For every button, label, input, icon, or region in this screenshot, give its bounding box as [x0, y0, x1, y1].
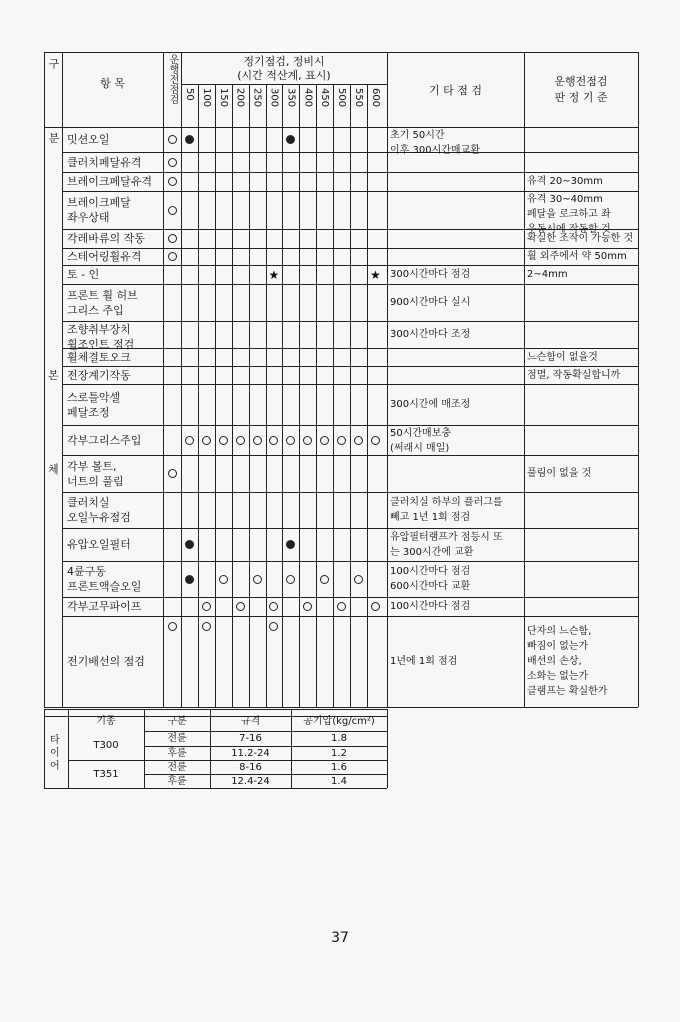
mark-open-150: [219, 436, 228, 445]
table-border-top: [44, 52, 638, 53]
mark-open-pre: [168, 622, 177, 631]
row-criteria: 클램프는 확실한가: [527, 686, 608, 697]
tire-spec: 8-16: [239, 761, 262, 773]
header-hour-200: 200: [234, 88, 246, 108]
mark-open-600: [371, 602, 380, 611]
periodic-header-line: [181, 84, 387, 85]
hour-column-line: [232, 84, 233, 707]
hour-column-line: [249, 84, 250, 707]
mark-filled-50: [185, 575, 194, 584]
table-row-line: [62, 455, 638, 456]
table-row-line: [62, 561, 638, 562]
mark-open-200: [236, 602, 245, 611]
mark-open-450: [320, 575, 329, 584]
row-other-note: 유압필터램프가 점등시 또: [390, 531, 503, 543]
table-border-vertical: [44, 52, 45, 707]
row-item-label: 전기배선의 점검: [67, 655, 145, 668]
mark-open-50: [185, 436, 194, 445]
tire-label: 이: [50, 748, 60, 759]
table-row-line: [44, 127, 638, 128]
tire-position: 후륜: [167, 747, 187, 759]
tire-top: [44, 709, 387, 710]
mark-open-300: [269, 602, 278, 611]
row-criteria: 휠 외주에서 약 50mm: [527, 251, 627, 262]
row-item-label: 4륜구동: [67, 565, 106, 578]
tire-header: 공기압(kg/cm²): [303, 716, 375, 727]
table-row-line: [62, 616, 638, 617]
header-division: 구 분: [47, 58, 60, 174]
table-row-line: [62, 321, 638, 322]
mark-open-250: [253, 575, 262, 584]
tire-position: 후륜: [167, 775, 187, 787]
mark-star-300: ★: [268, 267, 280, 282]
row-other-note: 900시간마다 실시: [390, 297, 471, 308]
mark-filled-350: [286, 540, 295, 549]
row-criteria: 페달을 로크하고 좌: [527, 209, 611, 220]
row-item-label: 프론트액슬오일: [67, 580, 142, 593]
header-hour-100: 100: [200, 88, 212, 108]
row-criteria: 확실한 조작이 가능한 것: [527, 233, 634, 244]
row-other-note: 300시간에 매조정: [390, 399, 471, 410]
tire-position: 전륜: [167, 732, 187, 744]
header-hour-500: 500: [336, 88, 348, 108]
mark-open-550: [354, 436, 363, 445]
tire-spec: 11.2-24: [231, 747, 270, 759]
row-other-note: 100시간마다 점검: [390, 601, 471, 612]
mark-open-pre: [168, 252, 177, 261]
mark-filled-50: [185, 135, 194, 144]
row-item-label: 각부고무파이프: [67, 600, 142, 613]
mark-open-350: [286, 575, 295, 584]
row-other-note: 빼고 1년 1회 점검: [390, 512, 471, 523]
header-periodic-line1: 정기점검, 정비시: [243, 55, 325, 68]
row-item-label: 페달조정: [67, 405, 110, 419]
row-other-note: 클러치실 하부의 플러그를: [390, 497, 503, 508]
row-criteria: 느슨함이 없을것: [527, 351, 598, 363]
row-item-label: 조향취부장치: [67, 323, 131, 336]
row-item-label: 클러치페달유격: [67, 155, 142, 169]
division-body-2: 체: [48, 463, 59, 476]
row-other-note: 50시간매보충: [390, 428, 452, 439]
row-criteria: 우동시에 작동할 것: [527, 224, 611, 235]
tire-pressure: 1.6: [331, 761, 347, 773]
header-periodic-line2: (시간 적산계, 표시): [237, 69, 331, 82]
row-item-label: 토 - 인: [67, 268, 100, 281]
tire-header: 기종: [96, 716, 116, 727]
mark-open-450: [320, 436, 329, 445]
mark-open-pre: [168, 469, 177, 478]
mark-open-600: [371, 436, 380, 445]
mark-open-500: [337, 602, 346, 611]
tire-left-border: [44, 709, 45, 788]
mark-open-400: [303, 602, 312, 611]
row-other-note: 600시간마다 교환: [390, 581, 471, 592]
row-criteria: 단자의 느슨함,: [527, 626, 592, 637]
mark-open-300: [269, 436, 278, 445]
mark-open-200: [236, 436, 245, 445]
hour-column-line: [350, 84, 351, 707]
table-row-line: [62, 265, 638, 266]
mark-open-pre: [168, 234, 177, 243]
table-row-line: [62, 597, 638, 598]
table-row-line: [62, 172, 638, 173]
table-row-line: [62, 284, 638, 285]
row-other-note: 는 300시간에 교환: [390, 546, 474, 558]
tire-pressure: 1.2: [331, 747, 347, 759]
mark-open-pre: [168, 177, 177, 186]
row-item-label: 스테어링휠유격: [67, 250, 142, 263]
tire-pressure: 1.8: [331, 732, 347, 744]
row-item-label: 브레이크페달: [67, 196, 131, 209]
hour-column-line: [299, 84, 300, 707]
table-row-line: [62, 528, 638, 529]
hour-column-line: [198, 84, 199, 707]
tire-spec: 12.4-24: [231, 775, 270, 787]
header-hour-400: 400: [302, 88, 314, 108]
tire-spec: 7-16: [239, 732, 262, 744]
row-item-label: 밋션오일: [67, 133, 110, 146]
tire-header: 구분: [167, 716, 187, 727]
header-pre-op: 운행전점검: [167, 54, 178, 104]
tire-col-line: [387, 709, 388, 788]
hour-column-line: [333, 84, 334, 707]
header-hour-600: 600: [369, 88, 381, 108]
row-item-label: 너트의 풀림: [67, 474, 124, 488]
table-row-line: [62, 152, 638, 153]
header-other: 기 타 점 검: [429, 84, 482, 97]
row-criteria: 풀림이 없을 것: [527, 468, 592, 479]
table-border-vertical: [638, 52, 639, 707]
header-hour-150: 150: [217, 88, 229, 108]
mark-open-500: [337, 436, 346, 445]
header-hour-550: 550: [353, 88, 364, 108]
row-item-label: 스로틀악셀: [67, 390, 121, 404]
row-item-label: 휠체결토오크: [67, 350, 131, 364]
row-other-note: 이후 300시간매교환: [390, 145, 480, 156]
table-border-vertical: [163, 52, 164, 707]
mark-open-pre: [168, 206, 177, 215]
header-hour-450: 450: [319, 88, 331, 108]
tire-model: T300: [93, 739, 119, 751]
hour-column-line: [282, 84, 283, 707]
tire-header: 규격: [240, 716, 261, 727]
table-row-line: [62, 492, 638, 493]
header-criteria-line1: 운행전점검: [554, 75, 608, 88]
header-hour-250: 250: [251, 88, 263, 108]
row-item-label: 좌우상태: [67, 211, 110, 224]
row-criteria: 점멸, 작동확실합니까: [527, 369, 621, 381]
table-row-line: [62, 425, 638, 426]
table-border-vertical: [62, 52, 63, 707]
header-hour-300: 300: [268, 88, 280, 108]
mark-open-pre: [168, 135, 177, 144]
table-border-vertical: [524, 52, 525, 707]
tire-label: 어: [50, 761, 60, 772]
row-criteria: 배선의 손상,: [527, 656, 582, 667]
table-border-vertical: [181, 52, 182, 707]
row-item-label: 휠조인트 점검: [67, 338, 135, 351]
mark-open-300: [269, 622, 278, 631]
hour-column-line: [316, 84, 317, 707]
header-item: 항 목: [100, 77, 125, 90]
row-item-label: 오일누유점검: [67, 511, 131, 524]
row-item-label: 그리스 주입: [67, 303, 124, 317]
table-row-line: [44, 707, 638, 708]
mark-open-250: [253, 436, 262, 445]
division-body-1: 본: [48, 369, 59, 382]
hour-column-line: [215, 84, 216, 707]
hour-column-line: [266, 84, 267, 707]
page-number: 37: [331, 930, 349, 946]
row-item-label: 프론트 휠 허브: [67, 288, 138, 302]
row-item-label: 클러치실: [67, 496, 110, 509]
row-item-label: 전장계기작동: [67, 368, 131, 382]
mark-open-100: [202, 622, 211, 631]
row-criteria: 유격 20~30mm: [527, 176, 603, 187]
row-criteria: 소화는 없는가: [527, 671, 589, 682]
mark-filled-350: [286, 135, 295, 144]
mark-open-350: [286, 436, 295, 445]
mark-open-150: [219, 575, 228, 584]
row-other-note: 300시간마다 조정: [390, 329, 471, 340]
mark-open-100: [202, 436, 211, 445]
row-other-note: 초기 50시간: [390, 130, 445, 141]
row-other-note: 100시간마다 점검: [390, 566, 471, 577]
row-criteria: 빠짐이 없는가: [527, 641, 589, 652]
mark-filled-50: [185, 540, 194, 549]
table-border-vertical: [387, 52, 388, 707]
mark-open-550: [354, 575, 363, 584]
header-hour-350: 350: [285, 88, 297, 108]
header-criteria-line2: 판 정 기 준: [554, 91, 608, 104]
row-criteria: 2~4mm: [527, 269, 568, 280]
row-criteria: 유격 30~40mm: [527, 194, 603, 205]
row-item-label: 각레바류의 작동: [67, 232, 145, 245]
row-item-label: 각부 볼트,: [67, 459, 117, 473]
row-other-note: 300시간마다 점검: [390, 269, 471, 280]
mark-open-400: [303, 436, 312, 445]
hour-column-line: [367, 84, 368, 707]
mark-open-pre: [168, 158, 177, 167]
row-item-label: 브레이크페달유격: [67, 175, 153, 188]
row-other-note: 1년에 1회 점검: [390, 656, 458, 667]
row-other-note: (써래시 매일): [390, 443, 450, 454]
tire-pressure: 1.4: [331, 775, 347, 787]
tire-model: T351: [93, 768, 119, 780]
table-row-line: [62, 384, 638, 385]
row-item-label: 유압오일필터: [67, 538, 131, 551]
mark-star-600: ★: [369, 267, 381, 282]
mark-open-100: [202, 602, 211, 611]
row-item-label: 각부그리스주입: [67, 433, 142, 447]
header-hour-50: 50: [184, 88, 195, 101]
tire-position: 전륜: [167, 761, 187, 773]
tire-label: 타: [50, 735, 60, 746]
